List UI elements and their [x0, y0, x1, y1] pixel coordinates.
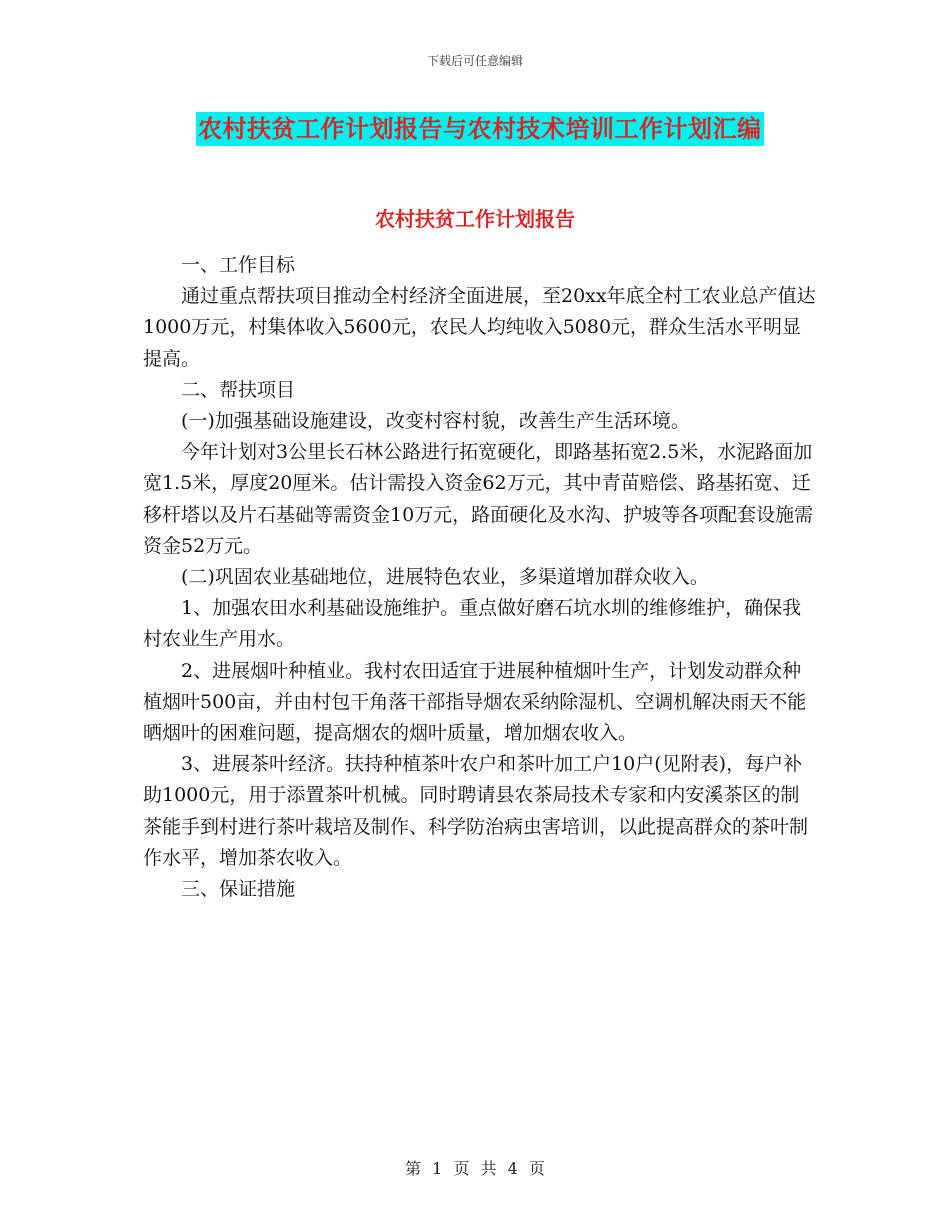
- paragraph-road: 今年计划对3公里长石林公路进行拓宽硬化，即路基拓宽2.5米，水泥路面加宽1.5米，厚度20厘米。估计需投入资金62万元，其中青苗赔偿、路基拓宽、迁移杆塔以及片石基础等需资金10万元，路面硬化及水沟、护坡等各项配套设施需资金52万元。: [143, 441, 814, 557]
- subheading-infrastructure: (一)加强基础设施建设，改变村容村貌，改善生产生活环境。: [181, 410, 690, 433]
- document-body: [143, 250, 818, 905]
- heading-measures: 三、保证措施: [181, 878, 296, 901]
- page-footer: 第 1 页 共 4 页: [405, 1159, 545, 1178]
- heading-projects: 二、帮扶项目: [181, 378, 296, 401]
- heading-work-goal: 一、工作目标: [181, 254, 296, 276]
- paragraph-goal: 通过重点帮扶项目推动全村经济全面进展，至20xx年底全村工农业总产值达1000万元，村集体收入5600元，农民人均纯收入5080元，群众生活水平明显提高。: [143, 285, 816, 370]
- paragraph-tobacco: 2、进展烟叶种植业。我村农田适宜于进展种植烟叶生产，计划发动群众种植烟叶500亩，并由村包干角落干部指导烟农采纳除湿机、空调机解决雨天不能晒烟叶的困难问题，提高烟农的烟叶质量，增加烟农收入。: [143, 659, 807, 745]
- paragraph-tea: 3、进展茶叶经济。扶持种植茶叶农户和茶叶加工户10户(见附表)，每户补助1000元，用于添置茶叶机械。同时聘请县农茶局技术专家和内安溪茶区的制茶能手到村进行茶叶栽培及制作、科学防治病虫害培训，以此提高群众的茶叶制作水平，增加茶农收入。: [143, 753, 809, 869]
- document-main-title: 农村扶贫工作计划报告与农村技术培训工作计划汇编: [196, 112, 764, 146]
- section-title: 农村扶贫工作计划报告: [375, 207, 575, 231]
- subheading-agriculture: (二)巩固农业基础地位，进展特色农业，多渠道增加群众收入。: [181, 566, 709, 589]
- header-note: 下载后可任意编辑: [426, 54, 523, 68]
- paragraph-irrigation: 1、加强农田水利基础设施维护。重点做好磨石坑水圳的维修维护，确保我村农业生产用水。: [143, 597, 802, 651]
